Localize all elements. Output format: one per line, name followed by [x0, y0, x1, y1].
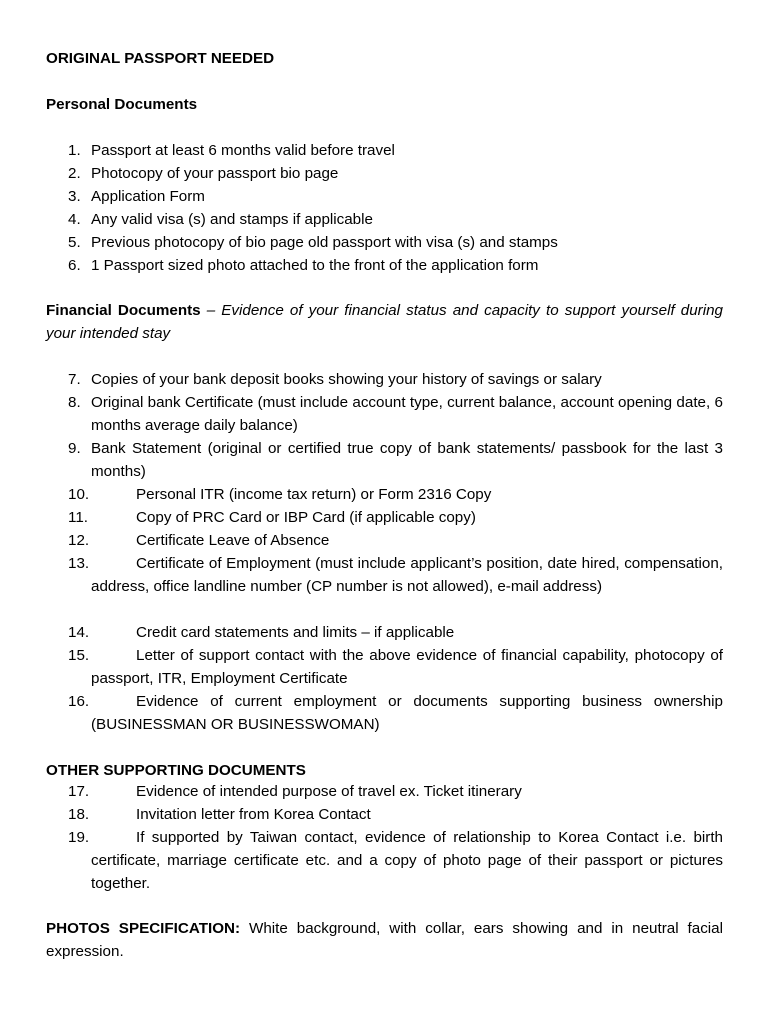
heading-personal-documents: Personal Documents	[46, 96, 198, 113]
item-text: Personal ITR (income tax return) or Form 2316 Copy	[136, 486, 492, 503]
item-text: Credit card statements and limits – if applicable	[136, 624, 455, 641]
item-number: 13.	[68, 555, 90, 572]
list-item	[46, 826, 723, 895]
list-item	[46, 368, 723, 391]
item-text: 1 Passport sized photo attached to the front of the application form	[91, 257, 539, 274]
item-text: Photocopy of your passport bio page	[91, 165, 339, 182]
list-item	[46, 391, 723, 437]
list-item	[46, 621, 723, 644]
financial-description: Evidence of your financial status and capacity to support yourself during your intended stay	[46, 302, 723, 342]
item-number: 14.	[68, 624, 90, 641]
item-number: 2.	[68, 165, 81, 182]
item-number: 18.	[68, 806, 90, 823]
list-item	[46, 483, 723, 506]
item-text: Application Form	[91, 188, 205, 205]
photos-specification-label: PHOTOS SPECIFICATION:	[46, 920, 241, 937]
item-number: 1.	[68, 142, 81, 159]
list-item	[46, 231, 723, 254]
item-number: 15.	[68, 647, 90, 664]
photos-specification-text: White background, with collar, ears showing and in neutral facial expression.	[46, 920, 723, 960]
list-item	[46, 162, 723, 185]
item-number: 12.	[68, 532, 90, 549]
item-number: 10.	[68, 486, 90, 503]
item-text: Original bank Certificate (must include account type, current balance, account opening date, 6 months average daily balance)	[91, 394, 723, 434]
item-text: Bank Statement (original or certified true copy of bank statements/ passbook for the last 3 months)	[91, 440, 723, 480]
heading-original-passport: ORIGINAL PASSPORT NEEDED	[46, 50, 275, 67]
list-item	[46, 552, 723, 598]
item-number: 9.	[68, 440, 81, 457]
item-number: 6.	[68, 257, 81, 274]
item-text: Passport at least 6 months valid before travel	[91, 142, 395, 159]
item-number: 11.	[68, 509, 88, 526]
personal-documents-list	[46, 139, 723, 279]
other-documents-list	[46, 780, 723, 900]
list-item	[46, 437, 723, 483]
item-number: 4.	[68, 211, 81, 228]
item-text: Copies of your bank deposit books showing your history of savings or salary	[91, 371, 602, 388]
list-item	[46, 529, 723, 552]
list-item	[46, 254, 723, 277]
list-item	[46, 185, 723, 208]
financial-documents-label: Financial Documents	[46, 302, 201, 319]
list-item	[46, 506, 723, 529]
item-text: Letter of support contact with the above evidence of financial capability, photocopy of passport, ITR, Employment Certificate	[91, 647, 723, 687]
item-number: 17.	[68, 783, 90, 800]
financial-dash: –	[200, 302, 222, 319]
list-item	[46, 139, 723, 162]
heading-other-supporting-documents: OTHER SUPPORTING DOCUMENTS	[46, 762, 306, 779]
list-item	[46, 208, 723, 231]
item-text: Evidence of current employment or documents supporting business ownership (BUSINESSMAN OR BUSINESSWOMAN)	[91, 693, 723, 733]
item-number: 8.	[68, 394, 81, 411]
list-item	[46, 780, 723, 803]
photos-specification	[46, 917, 723, 963]
financial-documents-list	[46, 368, 723, 738]
list-item	[46, 803, 723, 826]
item-text: Copy of PRC Card or IBP Card (if applicable copy)	[136, 509, 476, 526]
item-text: If supported by Taiwan contact, evidence of relationship to Korea Contact i.e. birth certificate, marriage certificate etc. and a copy of photo page of their passport or pictures together.	[91, 829, 723, 892]
item-text: Certificate of Employment (must include applicant’s position, date hired, compensation, address, office landline number (CP number is not allowed), e-mail address)	[91, 555, 723, 595]
item-text: Invitation letter from Korea Contact	[136, 806, 371, 823]
list-item	[46, 644, 723, 690]
item-number: 5.	[68, 234, 81, 251]
list-item	[46, 690, 723, 736]
item-text: Any valid visa (s) and stamps if applicable	[91, 211, 373, 228]
item-number: 16.	[68, 693, 90, 710]
item-number: 19.	[68, 829, 90, 846]
item-text: Evidence of intended purpose of travel ex. Ticket itinerary	[136, 783, 522, 800]
item-text: Previous photocopy of bio page old passport with visa (s) and stamps	[91, 234, 558, 251]
item-number: 3.	[68, 188, 81, 205]
item-text: Certificate Leave of Absence	[136, 532, 330, 549]
item-number: 7.	[68, 371, 81, 388]
financial-documents-intro	[46, 299, 723, 345]
